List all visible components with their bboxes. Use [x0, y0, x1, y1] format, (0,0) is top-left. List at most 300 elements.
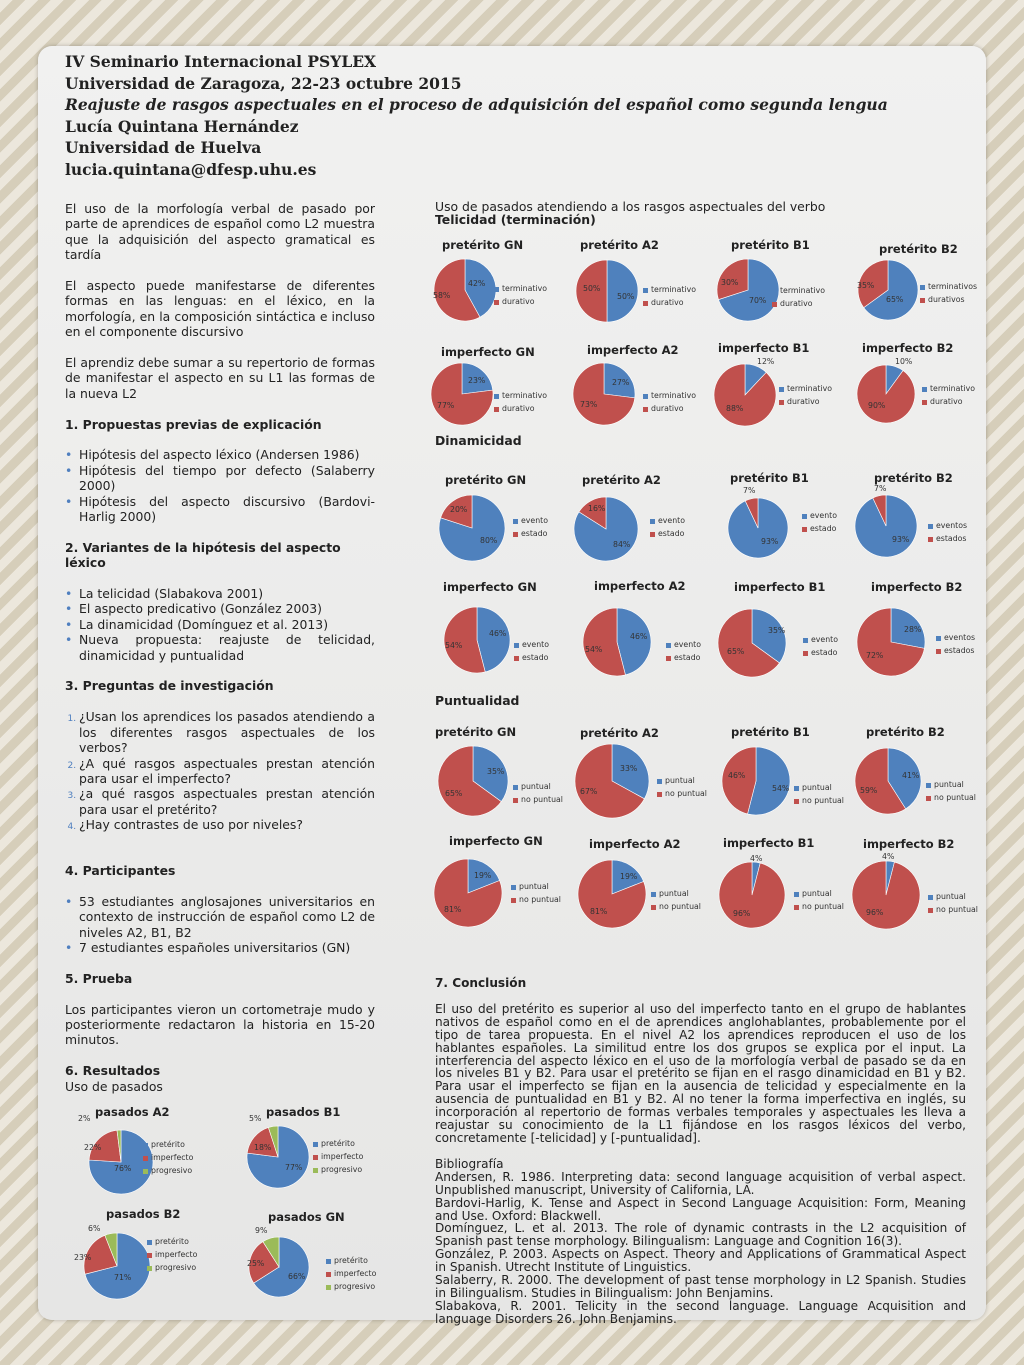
- legend-swatch: [772, 302, 777, 307]
- pie-data-label: 35%: [768, 626, 786, 635]
- legend-label: evento: [674, 640, 701, 649]
- legend-item: [326, 1267, 376, 1280]
- pie-chart-imperfecto-b2: [857, 608, 925, 676]
- chart-title-pret-rito-b1: pretérito B1: [731, 238, 810, 252]
- chart-title-imperfecto-b2: imperfecto B2: [862, 341, 954, 355]
- dynamicity-heading: Dinamicidad: [435, 433, 522, 448]
- pie-data-label: 80%: [480, 536, 498, 545]
- legend-label: durativo: [780, 299, 813, 308]
- pie-data-label: 33%: [620, 764, 638, 773]
- list-item: • Hipótesis del aspecto discursivo (Bardovi-Harlig 2000): [79, 494, 375, 525]
- pie-data-label: 93%: [892, 535, 910, 544]
- pie-slice-durativo: [714, 364, 776, 426]
- pie-data-label: 72%: [866, 651, 884, 660]
- legend-swatch: [772, 289, 777, 294]
- legend-item: [920, 293, 977, 306]
- legend-label: no puntual: [659, 902, 701, 911]
- pie-chart-pret-rito-b1: [717, 259, 779, 321]
- pie-data-label: 10%: [895, 357, 913, 366]
- legend-label: evento: [521, 516, 548, 525]
- legend-label: durativos: [928, 295, 965, 304]
- pie-data-label: 7%: [743, 486, 756, 495]
- pie-data-label: 90%: [868, 401, 886, 410]
- pie-data-label: 22%: [84, 1143, 102, 1152]
- pie-data-label: 93%: [761, 537, 779, 546]
- legend-label: terminativo: [651, 391, 697, 400]
- chart-legend: [928, 890, 978, 916]
- legend-swatch: [920, 285, 925, 290]
- chart-title-imperfecto-b2: imperfecto B2: [863, 837, 955, 851]
- legend-swatch: [513, 532, 518, 537]
- legend-item: [143, 1138, 193, 1151]
- legend-label: estado: [658, 529, 685, 538]
- chart-title-pret-rito-b1: pretérito B1: [731, 725, 810, 739]
- pie-chart-imperfecto-a2: [573, 363, 635, 425]
- chart-legend: [657, 774, 707, 800]
- legend-item: [803, 646, 838, 659]
- legend-swatch: [803, 651, 808, 656]
- chart-legend: [926, 778, 976, 804]
- pie-chart-imperfecto-b2: [852, 861, 920, 929]
- charts-intro: Uso de pasados atendiendo a los rasgos aspectuales del verbo: [435, 199, 826, 214]
- legend-label: durativo: [787, 397, 820, 406]
- legend-item: [802, 522, 837, 535]
- legend-label: no puntual: [802, 902, 844, 911]
- legend-item: [922, 395, 975, 408]
- legend-swatch: [513, 519, 518, 524]
- pie-data-label: 54%: [445, 641, 463, 650]
- author-affiliation: Universidad de Huelva: [65, 138, 262, 158]
- chart-title-pret-rito-gn: pretérito GN: [435, 725, 517, 739]
- poster-title: Reajuste de rasgos aspectuales en el proceso de adquisición del español como segunda lengua: [65, 95, 888, 115]
- legend-item: [794, 900, 844, 913]
- legend-label: estados: [936, 534, 967, 543]
- legend-item: [928, 519, 967, 532]
- legend-label: no puntual: [802, 796, 844, 805]
- list-item: • La dinamicidad (Domínguez et al. 2013): [79, 617, 375, 632]
- chart-title-pret-rito-gn: pretérito GN: [442, 238, 524, 252]
- legend-swatch: [936, 636, 941, 641]
- pie-data-label: 42%: [468, 279, 486, 288]
- legend-swatch: [143, 1156, 148, 1161]
- list-item: 2. ¿A qué rasgos aspectuales prestan atención para usar el imperfecto?: [79, 756, 375, 787]
- pie-data-label: 50%: [617, 292, 635, 301]
- pie-slice-terminativo: [607, 260, 638, 322]
- test-paragraph: Los participantes vieron un cortometraje mudo y posteriormente redactaron la historia en 15-20 minutos.: [65, 1001, 375, 1048]
- chart-legend: [513, 514, 548, 540]
- pie-data-label: 46%: [728, 771, 746, 780]
- pie-data-label: 71%: [114, 1273, 132, 1282]
- pie-chart-pret-rito-b2: [855, 748, 921, 814]
- legend-label: pretérito: [151, 1140, 185, 1149]
- chart-legend: [514, 638, 549, 664]
- conclusion-text: El uso del pretérito es superior al uso del imperfecto tanto en el grupo de hablantes nativos de español como en el de aprendices anglohablantes, probablemente por el tipo de tarea propuesta. En el nivel A2 los aprendices reproducen el uso de los hablantes españoles. La similitud entre los dos grupos se explica por el input. La interferencia del aspecto léxico en el uso de la morfología verbal de pasado se da en los niveles B1 y B2. Para usar el pretérito se fijan en el rasgo dinamicidad en B1 y B2. Para usar el imperfecto se fijan en la ausencia de telicidad y especialmente en la ausencia de puntualidad en B1 y B2. Al no tener la forma imperfectiva en inglés, su incorporación al repertorio de formas verbales temporales y aspectuales les lleva a reajustar su conocimiento de la L1 fijándose en los rasgos léxicos del verbo, concretamente [-telicidad] y [-puntualidad].: [435, 1001, 966, 1145]
- legend-item: [772, 284, 825, 297]
- chart-title-pasados-gn: pasados GN: [268, 1210, 345, 1224]
- section-heading-1: 1. Propuestas previas de explicación: [65, 416, 322, 432]
- legend-item: [326, 1254, 376, 1267]
- legend-swatch: [494, 300, 499, 305]
- chart-title-imperfecto-gn: imperfecto GN: [441, 345, 535, 359]
- chart-legend: [513, 780, 563, 806]
- reference: Salaberry, R. 2000. The development of past tense morphology in L2 Spanish. Studies in Bilingualism. Studies in Bilingualism: John Benjamins.: [435, 1273, 966, 1300]
- legend-item: [313, 1163, 363, 1176]
- legend-swatch: [920, 298, 925, 303]
- legend-swatch: [779, 400, 784, 405]
- legend-item: [794, 794, 844, 807]
- chart-title-pret-rito-b2: pretérito B2: [866, 725, 945, 739]
- pie-chart-imperfecto-gn: [444, 607, 510, 673]
- legend-item: [643, 296, 696, 309]
- chart-title-imperfecto-gn: imperfecto GN: [449, 834, 543, 848]
- pie-data-label: 65%: [445, 789, 463, 798]
- list-item: • 7 estudiantes españoles universitarios (GN): [79, 940, 375, 955]
- pie-data-label: 16%: [588, 504, 606, 513]
- legend-label: no puntual: [521, 795, 563, 804]
- pie-chart-pret-rito-b1: [722, 747, 790, 815]
- chart-title-pret-rito-a2: pretérito A2: [582, 473, 661, 487]
- pie-data-label: 23%: [74, 1253, 92, 1262]
- legend-label: no puntual: [934, 793, 976, 802]
- pie-chart-pret-rito-gn: [434, 259, 496, 321]
- legend-label: imperfecto: [155, 1250, 198, 1259]
- legend-item: [513, 780, 563, 793]
- legend-swatch: [922, 387, 927, 392]
- pie-data-label: 96%: [733, 909, 751, 918]
- legend-label: puntual: [519, 882, 549, 891]
- variants-list: [65, 586, 375, 663]
- reference: Slabakova, R. 2001. Telicity in the second language. Language Acquisition and language Disorders 26. John Benjamins.: [435, 1298, 966, 1326]
- left-column: [65, 201, 375, 1094]
- punctuality-heading: Puntualidad: [435, 693, 520, 708]
- legend-item: [666, 651, 701, 664]
- chart-legend: [143, 1138, 193, 1177]
- author-email[interactable]: lucia.quintana@dfesp.uhu.es: [65, 159, 317, 179]
- legend-swatch: [143, 1143, 148, 1148]
- legend-swatch: [143, 1169, 148, 1174]
- list-item: • El aspecto predicativo (González 2003): [79, 601, 375, 616]
- pie-data-label: 46%: [489, 629, 507, 638]
- legend-label: imperfecto: [321, 1152, 364, 1161]
- chart-legend: [650, 514, 685, 540]
- chart-legend: [643, 283, 696, 309]
- pie-data-label: 12%: [757, 357, 775, 366]
- pie-chart-pret-rito-b2: [858, 260, 918, 320]
- legend-swatch: [313, 1142, 318, 1147]
- pie-data-label: 35%: [487, 767, 505, 776]
- legend-item: [326, 1280, 376, 1293]
- legend-item: [511, 880, 561, 893]
- list-item: • La telicidad (Slabakova 2001): [79, 586, 375, 601]
- legend-swatch: [147, 1253, 152, 1258]
- questions-list: [65, 709, 375, 832]
- legend-swatch: [928, 895, 933, 900]
- bibliography-heading: Bibliografía: [435, 1156, 504, 1171]
- legend-swatch: [926, 783, 931, 788]
- chart-title-pasados-a2: pasados A2: [95, 1105, 170, 1119]
- chart-legend: [779, 382, 832, 408]
- legend-label: no puntual: [519, 895, 561, 904]
- section-heading-6: 6. Resultados: [65, 1063, 161, 1079]
- pie-data-label: 41%: [902, 771, 920, 780]
- chart-legend: [794, 781, 844, 807]
- chart-title-pasados-b2: pasados B2: [106, 1207, 181, 1221]
- pie-data-label: 4%: [882, 852, 895, 861]
- legend-label: eventos: [944, 633, 976, 642]
- legend-swatch: [326, 1272, 331, 1277]
- legend-item: [313, 1150, 363, 1163]
- legend-label: estado: [674, 653, 701, 662]
- legend-item: [147, 1235, 197, 1248]
- chart-legend: [147, 1235, 197, 1274]
- legend-swatch: [803, 638, 808, 643]
- legend-label: puntual: [659, 889, 689, 898]
- pie-data-label: 9%: [255, 1226, 268, 1235]
- legend-label: progresivo: [321, 1165, 363, 1174]
- participants-list: [65, 894, 375, 956]
- legend-swatch: [643, 394, 648, 399]
- pie-data-label: 73%: [580, 400, 598, 409]
- chart-legend: [772, 284, 825, 310]
- pie-chart-imperfecto-b1: [718, 609, 786, 677]
- legend-label: estado: [811, 648, 838, 657]
- legend-label: evento: [810, 511, 837, 520]
- legend-item: [779, 395, 832, 408]
- pie-data-label: 59%: [860, 786, 878, 795]
- legend-swatch: [802, 527, 807, 532]
- legend-swatch: [494, 287, 499, 292]
- legend-swatch: [326, 1285, 331, 1290]
- chart-legend: [936, 631, 975, 657]
- legend-swatch: [928, 908, 933, 913]
- chart-title-pret-rito-a2: pretérito A2: [580, 726, 659, 740]
- legend-item: [926, 778, 976, 791]
- author-name: Lucía Quintana Hernández: [65, 116, 299, 136]
- pie-data-label: 70%: [749, 296, 767, 305]
- legend-swatch: [928, 537, 933, 542]
- legend-swatch: [514, 656, 519, 661]
- pie-data-label: 7%: [874, 484, 887, 493]
- chart-legend: [922, 382, 975, 408]
- legend-swatch: [147, 1266, 152, 1271]
- pie-data-label: 88%: [726, 404, 744, 413]
- intro-paragraph-2: El aspecto puede manifestarse de diferentes formas en las lenguas: en el léxico, en la morfología, en la composición sintáctica e incluso en el componente discursivo: [65, 278, 375, 340]
- legend-item: [643, 283, 696, 296]
- legend-item: [928, 903, 978, 916]
- legend-swatch: [657, 792, 662, 797]
- legend-label: pretérito: [334, 1256, 368, 1265]
- pie-data-label: 35%: [857, 281, 875, 290]
- telicity-heading: Telicidad (terminación): [435, 212, 596, 227]
- pie-data-label: 19%: [474, 871, 492, 880]
- legend-item: [651, 887, 701, 900]
- legend-label: no puntual: [665, 789, 707, 798]
- list-item: 1. ¿Usan los aprendices los pasados atendiendo a los diferentes rasgos aspectuales de los verbos?: [79, 709, 375, 755]
- reference: Bardovi-Harlig, K. Tense and Aspect in Second Language Acquisition: Form, Meaning and Use. Oxford: Blackwell.: [435, 1195, 966, 1223]
- legend-item: [928, 532, 967, 545]
- legend-item: [514, 638, 549, 651]
- legend-label: progresivo: [334, 1282, 376, 1291]
- pie-data-label: 20%: [450, 505, 468, 514]
- legend-swatch: [650, 519, 655, 524]
- legend-item: [514, 651, 549, 664]
- pie-data-label: 46%: [630, 632, 648, 641]
- pie-data-label: 4%: [750, 854, 763, 863]
- venue-date: Universidad de Zaragoza, 22-23 octubre 2015: [65, 73, 462, 93]
- legend-label: imperfecto: [334, 1269, 377, 1278]
- legend-label: eventos: [936, 521, 968, 530]
- legend-label: durativo: [651, 298, 684, 307]
- pie-chart-pret-rito-a2: [574, 497, 638, 561]
- legend-item: [657, 774, 707, 787]
- legend-item: [802, 509, 837, 522]
- pie-chart-imperfecto-b2: [857, 365, 915, 423]
- legend-label: progresivo: [155, 1263, 197, 1272]
- legend-swatch: [666, 643, 671, 648]
- legend-label: evento: [658, 516, 685, 525]
- section-heading-5: 5. Prueba: [65, 970, 133, 986]
- chart-legend: [802, 509, 837, 535]
- legend-label: durativo: [930, 397, 963, 406]
- legend-label: no puntual: [936, 905, 978, 914]
- legend-item: [928, 890, 978, 903]
- legend-item: [926, 791, 976, 804]
- pie-data-label: 25%: [247, 1259, 265, 1268]
- legend-label: terminativo: [651, 285, 697, 294]
- conclusion-heading: 7. Conclusión: [435, 976, 527, 990]
- legend-label: puntual: [802, 889, 832, 898]
- legend-swatch: [513, 798, 518, 803]
- chart-title-imperfecto-a2: imperfecto A2: [587, 343, 679, 357]
- legend-label: estado: [521, 529, 548, 538]
- pie-data-label: 84%: [613, 540, 631, 549]
- chart-legend: [928, 519, 967, 545]
- legend-swatch: [511, 898, 516, 903]
- section-heading-4: 4. Participantes: [65, 862, 176, 878]
- pie-data-label: 58%: [433, 291, 451, 300]
- chart-legend: [643, 389, 696, 415]
- legend-item: [936, 631, 975, 644]
- legend-item: [494, 389, 547, 402]
- legend-label: terminativo: [780, 286, 826, 295]
- pie-chart-imperfecto-gn: [431, 363, 493, 425]
- pie-data-label: 27%: [612, 378, 630, 387]
- pie-chart-pasados-b1: [247, 1126, 309, 1188]
- pie-data-label: 67%: [580, 787, 598, 796]
- list-item: • Nueva propuesta: reajuste de telicidad, dinamicidad y puntualidad: [79, 632, 375, 663]
- legend-item: [494, 402, 547, 415]
- legend-swatch: [643, 301, 648, 306]
- legend-item: [920, 280, 977, 293]
- chart-title-pasados-b1: pasados B1: [266, 1105, 341, 1119]
- legend-swatch: [514, 643, 519, 648]
- legend-swatch: [802, 514, 807, 519]
- pie-data-label: 6%: [88, 1224, 101, 1233]
- legend-item: [643, 389, 696, 402]
- legend-label: estados: [944, 646, 975, 655]
- legend-item: [147, 1248, 197, 1261]
- chart-legend: [494, 389, 547, 415]
- legend-label: puntual: [665, 776, 695, 785]
- chart-legend: [666, 638, 701, 664]
- legend-swatch: [313, 1168, 318, 1173]
- legend-item: [657, 787, 707, 800]
- pie-data-label: 23%: [468, 376, 486, 385]
- legend-swatch: [922, 400, 927, 405]
- pie-slice-no-puntual: [852, 861, 920, 929]
- pie-data-label: 81%: [444, 905, 462, 914]
- seminar-name: IV Seminario Internacional PSYLEX: [65, 52, 377, 71]
- legend-item: [650, 514, 685, 527]
- pie-chart-imperfecto-a2: [583, 608, 651, 676]
- intro-paragraph-1: El uso de la morfología verbal de pasado por parte de aprendices de español como L2 muestra que la adquisición del aspecto gramatical es tardía: [65, 201, 375, 263]
- legend-label: pretérito: [155, 1237, 189, 1246]
- reference: Andersen, R. 1986. Interpreting data: second language acquisition of verbal aspect. Unpublished manuscript, University of California, LA.: [435, 1169, 966, 1197]
- results-subheading: Uso de pasados: [65, 1078, 163, 1094]
- pie-data-label: 65%: [886, 295, 904, 304]
- pie-chart-pret-rito-gn: [438, 746, 508, 816]
- pie-data-label: 50%: [583, 284, 601, 293]
- chart-title-pret-rito-b1: pretérito B1: [730, 471, 809, 485]
- pie-data-label: 28%: [904, 625, 922, 634]
- legend-swatch: [643, 288, 648, 293]
- chart-legend: [313, 1137, 363, 1176]
- section-heading-3: 3. Preguntas de investigación: [65, 678, 274, 694]
- chart-legend: [511, 880, 561, 906]
- pie-data-label: 54%: [772, 784, 790, 793]
- pie-data-label: 5%: [249, 1114, 262, 1123]
- legend-swatch: [651, 905, 656, 910]
- legend-label: terminativo: [502, 391, 548, 400]
- legend-swatch: [643, 407, 648, 412]
- legend-swatch: [779, 387, 784, 392]
- pie-chart-pasados-b2: [84, 1233, 150, 1299]
- legend-item: [772, 297, 825, 310]
- chart-legend: [651, 887, 701, 913]
- legend-item: [779, 382, 832, 395]
- legend-item: [794, 781, 844, 794]
- legend-label: estado: [810, 524, 837, 533]
- chart-legend: [794, 887, 844, 913]
- legend-item: [513, 527, 548, 540]
- pie-data-label: 54%: [585, 645, 603, 654]
- list-item: • Hipótesis del tiempo por defecto (Salaberry 2000): [79, 463, 375, 494]
- legend-swatch: [794, 786, 799, 791]
- legend-swatch: [513, 785, 518, 790]
- legend-swatch: [494, 407, 499, 412]
- legend-label: durativo: [502, 404, 535, 413]
- chart-title-pret-rito-a2: pretérito A2: [580, 238, 659, 252]
- pie-data-label: 2%: [78, 1114, 91, 1123]
- pie-chart-imperfecto-b1: [719, 862, 785, 928]
- legend-label: terminativos: [928, 282, 978, 291]
- legend-item: [803, 633, 838, 646]
- section-heading-2: 2. Variantes de la hipótesis del aspecto léxico: [65, 539, 341, 571]
- legend-label: evento: [811, 635, 838, 644]
- legend-swatch: [326, 1259, 331, 1264]
- list-item: 4. ¿Hay contrastes de uso por niveles?: [79, 817, 375, 832]
- pie-chart-imperfecto-a2: [578, 860, 646, 928]
- pie-data-label: 96%: [866, 908, 884, 917]
- legend-swatch: [494, 394, 499, 399]
- legend-item: [143, 1164, 193, 1177]
- chart-title-imperfecto-b1: imperfecto B1: [718, 341, 810, 355]
- chart-title-imperfecto-a2: imperfecto A2: [594, 579, 686, 593]
- legend-swatch: [147, 1240, 152, 1245]
- chart-title-pret-rito-b2: pretérito B2: [879, 242, 958, 256]
- chart-legend: [494, 282, 547, 308]
- legend-item: [794, 887, 844, 900]
